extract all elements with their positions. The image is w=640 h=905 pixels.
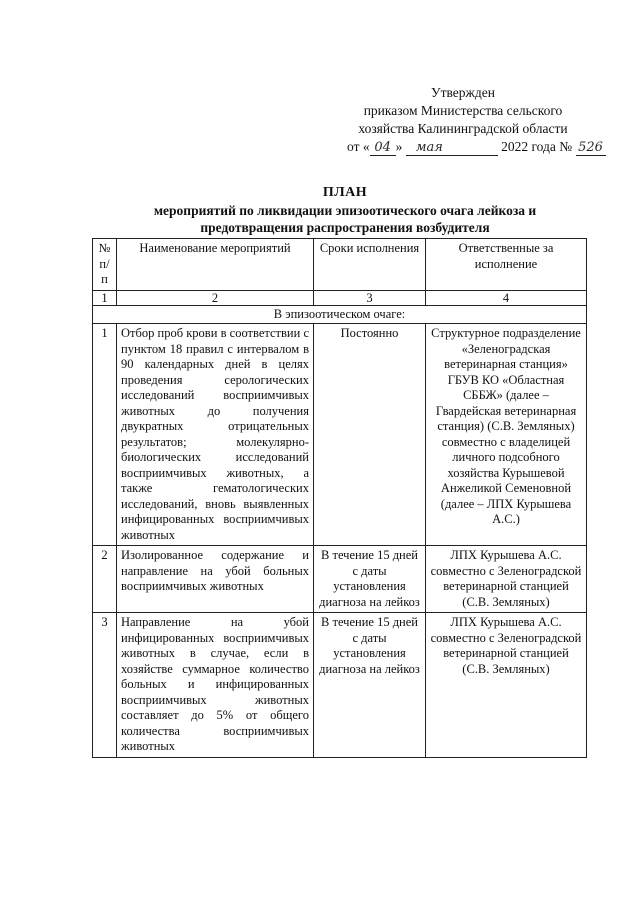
row-responsible: ЛПХ Курышева А.С. совместно с Зеленоградской ветеринарной станцией (С.В. Земляных) — [426, 613, 587, 758]
table-row — [93, 613, 587, 758]
index-cell: 3 — [314, 290, 426, 305]
approval-block — [343, 84, 603, 156]
row-measure: Изолированное содержание и направление на убой больных восприимчивых животных — [117, 546, 314, 613]
row-term: В течение 15 дней с даты установления диагноза на лейкоз — [314, 546, 426, 613]
row-term: В течение 15 дней с даты установления диагноза на лейкоз — [314, 613, 426, 758]
index-cell: 1 — [93, 290, 117, 305]
row-term: Постоянно — [314, 324, 426, 546]
index-cell: 2 — [117, 290, 314, 305]
header-term: Сроки исполнения — [314, 239, 426, 291]
date-day-handwritten: 04 — [370, 141, 396, 156]
header-number: № п/п — [93, 239, 117, 291]
header-responsible: Ответственные за исполнение — [426, 239, 587, 291]
table-row — [93, 324, 587, 546]
section-label: В эпизоотическом очаге: — [93, 305, 587, 324]
approval-date-line — [343, 138, 603, 156]
row-number: 2 — [93, 546, 117, 613]
plan-subtitle-line-2: предотвращения распространения возбудителя — [200, 220, 490, 235]
header-measure: Наименование мероприятий — [117, 239, 314, 291]
date-suffix: 2022 года № — [501, 139, 573, 154]
plan-heading: ПЛАН — [322, 185, 368, 200]
table-header-row — [93, 239, 587, 291]
row-measure: Отбор проб крови в соответствии с пунктом 18 правил с интервалом в 90 календарных дней в целях проведения серологических исследований восприимчивых животных до получения двукратных отрицательных результатов; молекулярно-биологических исследований восприимчивых животных, а также гематологических исследований, вновь выявленных инфицированных восприимчивых животных — [117, 324, 314, 546]
date-month-handwritten: мая — [406, 141, 498, 156]
approval-line-3: хозяйства Калининградской области — [358, 121, 568, 136]
plan-table — [92, 238, 587, 758]
row-measure: Направление на убой инфицированных восприимчивых животных в случае, если в хозяйстве суммарное количество больных и инфицированных восприимчивых животных составляет до 5% от общего количества восприимчивых животных — [117, 613, 314, 758]
approval-line-2: приказом Министерства сельского — [363, 103, 563, 118]
order-number-handwritten: 526 — [576, 141, 606, 156]
row-number: 3 — [93, 613, 117, 758]
date-mid: » — [395, 139, 403, 154]
document-title — [80, 184, 610, 236]
row-number: 1 — [93, 324, 117, 546]
section-row — [93, 305, 587, 324]
date-prefix: от « — [347, 139, 370, 154]
row-responsible: ЛПХ Курышева А.С. совместно с Зеленоградской ветеринарной станцией (С.В. Земляных) — [426, 546, 587, 613]
row-responsible: Структурное подразделение «Зеленоградская ветеринарная станция» ГБУВ КО «Областная СББЖ» (далее – Гвардейская ветеринарная станция) (С.В. Земляных) совместно с владелицей личного подсобного хозяйства Курышевой Анжеликой Семеновной (далее – ЛПХ Курышева А.С.) — [426, 324, 587, 546]
table-index-row — [93, 290, 587, 305]
plan-subtitle-line-1: мероприятий по ликвидации эпизоотического очага лейкоза и — [153, 203, 537, 218]
table-row — [93, 546, 587, 613]
approval-line-1: Утвержден — [431, 85, 495, 100]
index-cell: 4 — [426, 290, 587, 305]
